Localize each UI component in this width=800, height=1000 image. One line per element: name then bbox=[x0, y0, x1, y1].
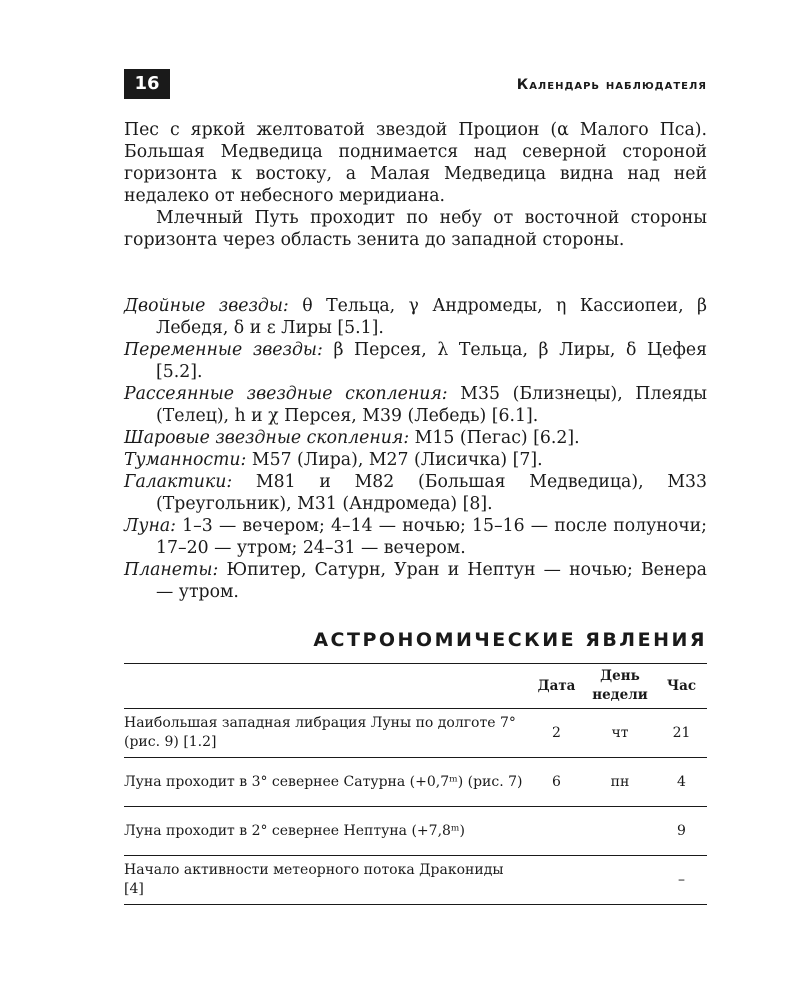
object-label: Шаровые звездные скопления: bbox=[124, 428, 410, 448]
weekday-cell bbox=[584, 856, 656, 905]
object-label: Переменные звезды: bbox=[124, 340, 323, 360]
event-column-header bbox=[124, 664, 529, 709]
body-text bbox=[124, 119, 707, 251]
object-text: M15 (Пегас) [6.2]. bbox=[414, 428, 580, 448]
object-entry bbox=[124, 339, 707, 383]
event-cell: Луна проходит в 2° севернее Нептуна (+7,8ᵐ) bbox=[124, 807, 529, 856]
weekday-column-header: День недели bbox=[584, 664, 656, 709]
phenomena-table bbox=[124, 663, 707, 905]
paragraph: Млечный Путь проходит по небу от восточной стороны горизонта через область зенита до западной стороны. bbox=[124, 208, 707, 250]
date-cell bbox=[529, 807, 584, 856]
hour-cell: 4 bbox=[656, 758, 707, 807]
paragraph: Пес с яркой желтоватой звездой Процион (α Малого Пса). Большая Медведица поднимается над северной стороной горизонта к востоку, а Малая Медведица видна над ней недалеко от небесного меридиана. bbox=[124, 120, 707, 206]
object-label: Туманности: bbox=[124, 450, 247, 470]
object-label: Планеты: bbox=[124, 560, 219, 580]
table-row bbox=[124, 856, 707, 905]
object-text: θ Тельца, γ Андромеды, η Кассиопеи, β Лебедя, δ и ε Лиры [5.1]. bbox=[156, 296, 707, 338]
object-text: M57 (Лира), M27 (Лисичка) [7]. bbox=[251, 450, 543, 470]
date-column-header: Дата bbox=[529, 664, 584, 709]
page-number: 16 bbox=[124, 69, 170, 99]
table-header-row bbox=[124, 664, 707, 709]
table-row bbox=[124, 758, 707, 807]
object-label: Галактики: bbox=[124, 472, 233, 492]
object-text: Юпитер, Сатурн, Уран и Нептун — ночью; Венера — утром. bbox=[156, 560, 707, 602]
object-text: M81 и M82 (Большая Медведица), M33 (Треугольник), M31 (Андромеда) [8]. bbox=[156, 472, 708, 514]
date-cell: 2 bbox=[529, 709, 584, 758]
hour-cell: 21 bbox=[656, 709, 707, 758]
weekday-cell: пн bbox=[584, 758, 656, 807]
object-label: Луна: bbox=[124, 516, 176, 536]
event-cell: Начало активности метеорного потока Дракониды [4] bbox=[124, 856, 529, 905]
object-entry bbox=[124, 559, 707, 603]
object-entry bbox=[124, 515, 707, 559]
object-entry bbox=[124, 295, 707, 339]
date-cell: 6 bbox=[529, 758, 584, 807]
object-entry bbox=[124, 471, 707, 515]
hour-cell: 9 bbox=[656, 807, 707, 856]
object-entry bbox=[124, 427, 707, 449]
event-cell: Наибольшая западная либрация Луны по долготе 7° (рис. 9) [1.2] bbox=[124, 709, 529, 758]
weekday-cell bbox=[584, 807, 656, 856]
object-label: Рассеянные звездные скопления: bbox=[124, 384, 448, 404]
weekday-cell: чт bbox=[584, 709, 656, 758]
object-text: β Персея, λ Тельца, β Лиры, δ Цефея [5.2]. bbox=[156, 340, 707, 382]
section-title: АСТРОНОМИЧЕСКИЕ ЯВЛЕНИЯ bbox=[313, 629, 707, 651]
object-text: M35 (Близнецы), Плеяды (Телец), h и χ Персея, M39 (Лебедь) [6.1]. bbox=[156, 384, 708, 426]
object-text: 1–3 — вечером; 4–14 — ночью; 15–16 — после полуночи; 17–20 — утром; 24–31 — вечером. bbox=[156, 516, 707, 558]
table-row bbox=[124, 807, 707, 856]
hour-cell: – bbox=[656, 856, 707, 905]
running-head: Календарь наблюдателя bbox=[516, 77, 707, 93]
table-row bbox=[124, 709, 707, 758]
object-entry bbox=[124, 449, 707, 471]
object-label: Двойные звезды: bbox=[124, 296, 289, 316]
event-cell: Луна проходит в 3° севернее Сатурна (+0,7ᵐ) (рис. 7) bbox=[124, 758, 529, 807]
object-entry bbox=[124, 383, 707, 427]
objects-list bbox=[124, 295, 707, 603]
hour-column-header: Час bbox=[656, 664, 707, 709]
date-cell bbox=[529, 856, 584, 905]
